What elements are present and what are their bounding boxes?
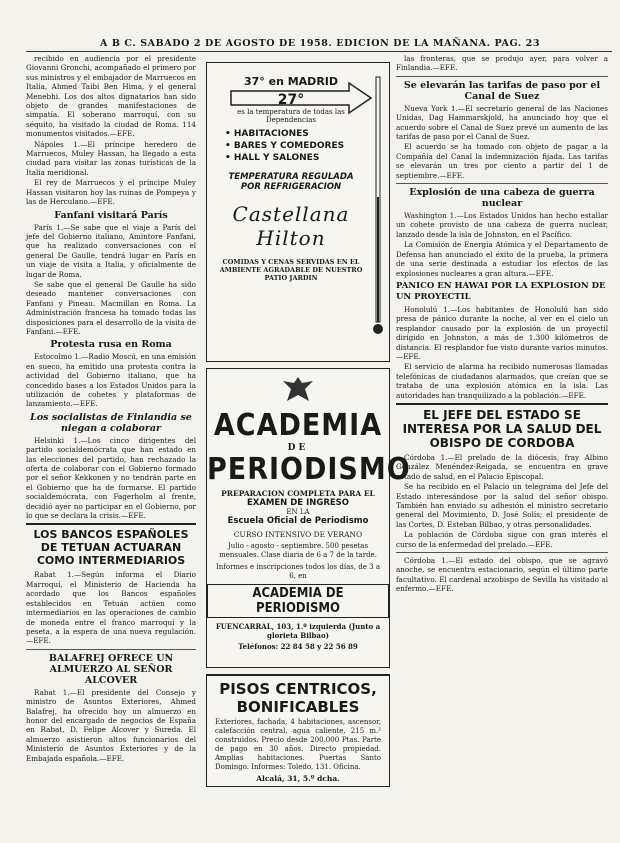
article-paragraph: Córdoba 1.—El prelado de la diócesis, fray Albino González Menéndez-Reigada, se encuentra en grave estado de salud, en el Palacio Episcopal. bbox=[396, 452, 608, 481]
article-headline: PANICO EN HAWAI POR LA EXPLOSION DE UN PROYECTIL bbox=[396, 280, 606, 302]
article-headline: Protesta rusa en Roma bbox=[50, 339, 172, 351]
section-rule bbox=[396, 403, 608, 405]
ad-list-item: • HALL Y SALONES bbox=[225, 153, 320, 163]
ad-text: Julio - agosto - septiembre. 500 pesetas mensuales. Clase diaria de 6 a 7 de la tarde. bbox=[219, 542, 377, 559]
article-paragraph: recibido en audiencia por el presidente Giovanni Gronchi, acompañado el primero por sus ministros y el embajador de Marruecos en Italia, Ahmed Taibi Ben Hima, y el general Menebhi. Los dos altos dignatarios han sido objeto de grandes manifestaciones de simpatía. El soberano marroquí, con su séquito, ha visitado la ciudad de Roma. 114 monumentos visitados.—EFE. bbox=[26, 54, 196, 139]
section-rule bbox=[26, 523, 196, 525]
ad-text: Dependencias bbox=[266, 116, 316, 124]
hotel-name: Hilton bbox=[256, 226, 326, 250]
ad-city-temp: 37° en MADRID bbox=[243, 75, 339, 88]
section-rule bbox=[396, 76, 608, 77]
housing-advertisement bbox=[206, 674, 390, 787]
article-paragraph: El rey de Marruecos y el príncipe Muley Hassan visitaron hoy las ruinas de Pompeya y las de Herculano.—EFE. bbox=[26, 178, 196, 207]
ad-address: Alcalá, 31, 5.º dcha. bbox=[256, 774, 340, 783]
hotel-advertisement bbox=[206, 62, 390, 362]
academy-advertisement bbox=[206, 368, 411, 668]
article-paragraph: La población de Córdoba sigue con gran interés el curso de la enfermedad del prelado.—EFE. bbox=[396, 530, 608, 549]
ad-title: PISOS CENTRICOS, BONIFICABLES bbox=[219, 680, 377, 716]
article-paragraph: Helsinki 1.—Los cinco dirigentes del partido socialdemócrata que han estado en las elecciones del partido, han rechazado la oferta de colaborar con el Gobierno formado por el señor Kekkonen y no tendrán parte en el Gobierno que ha de formarse. El partido socialdemócrata, con Fagerholm al frente, decidió ayer no participar en el Gobierno, por lo que se declara la crisis.—EFE. bbox=[26, 435, 196, 521]
article-paragraph: Nueva York 1.—El secretario general de las Naciones Unidas, Dag Hammarskjold, ha anunciado hoy que el acuerdo sobre el Canal de Suez prevé un aumento de las tarifas de paso por el Canal de Suez. bbox=[396, 103, 608, 142]
article-paragraph: Estocolmo 1.—Radio Moscú, en una emisión en sueco, ha emitido una protesta contra la actividad del Gobierno italiano, que ha concedido bases a los Estados Unidos para la utilización de cohetes y plataformas de lanzamiento.—EFE. bbox=[26, 352, 196, 409]
article-headline: EL JEFE DEL ESTADO SE INTERESA POR LA SALUD DEL OBISPO DE CORDOBA bbox=[402, 407, 602, 450]
article-paragraph: Rabat 1.—Según informa el Diario Marroquí, el Ministerio de Hacienda ha acordado que los Bancos españoles establecidos en Tetuán actúen como intermediarios en las operaciones de cambio de moneda entre el franco marroquí y la peseta, a la espera de una nueva regulación.—EFE. bbox=[26, 570, 196, 646]
ad-footer: COMIDAS Y CENAS SERVIDAS EN EL AMBIENTE AGRADABLE DE NUESTRO PATIO JARDIN bbox=[219, 258, 363, 282]
article-headline: Fanfani visitará París bbox=[54, 209, 168, 221]
article-paragraph: Se sabe que el general De Gaulle ha sido deseado mantener conversaciones con Fanfani y Pineau. Macmillan en Roma. La Administración francesa ha tomado todas las disposiciones para el desarrollo de la visita de Fanfani.—EFE. bbox=[26, 279, 196, 336]
academy-name-box: ACADEMIA DE PERIODISMO bbox=[207, 584, 389, 618]
ad-text: PREPARACION COMPLETA PARA EL bbox=[221, 489, 375, 498]
article-paragraph: Honolulú 1.—Los habitantes de Honolulú han sido presa de pánico durante la noche, al ver en el cielo un resplandor causado por la explosión de un proyectil dirigido en Johnston, a más de 1.300 kilómetros de distancia. El resplandor fue visto durante varios minutos.—EFE. bbox=[396, 304, 608, 361]
hotel-name: Castellana bbox=[232, 202, 350, 226]
article-paragraph: Nápoles 1.—El príncipe heredero de Marruecos, Muley Hassan, ha llegado a esta ciudad para visitar las zonas turísticas de la Italia meridional. bbox=[26, 139, 196, 177]
ad-text: CURSO INTENSIVO DE VERANO bbox=[233, 530, 363, 539]
article-headline: Se elevarán las tarifas de paso por el Canal de Suez bbox=[403, 79, 601, 102]
article-paragraph: las fronteras, que se produjo ayer, para volver a Finlandia.—EFE. bbox=[396, 54, 608, 73]
article-paragraph: París 1.—Se sabe que el viaje a París del jefe del Gobierno italiano, Amintore Fanfani, que ha realizado conversaciones con el general De Gaulle, tendrá lugar en París en un viaje de visita a Italia, y oficialmente de lugar de Roma. bbox=[26, 222, 196, 279]
thermometer-icon bbox=[373, 77, 383, 327]
article-headline: BALAFREJ OFRECE UN ALMUERZO AL SEÑOR ALCOVER bbox=[48, 652, 174, 686]
ad-temperature: 27° bbox=[277, 92, 305, 108]
header-rule bbox=[26, 51, 612, 52]
ad-list-item: • BARES Y COMEDORES bbox=[225, 141, 345, 151]
ad-address: FUENCARRAL, 103, 1.º izquierda (Junto a glorieta Bilbao) bbox=[215, 622, 381, 640]
section-rule bbox=[26, 649, 196, 650]
ad-text: Exteriores, fachada, 4 habitaciones, ascensor, calefacción central, agua caliente, 215 m.² construidos. Precio desde 200.000 Ptas. Parte de pago en 30 años. Directo propiedad. Amplias habitaciones. Puertas Santo Domingo. Informes: Toledo, 131. Oficina. bbox=[215, 718, 381, 771]
ad-text: EXAMEN DE INGRESO bbox=[246, 498, 350, 508]
academy-title: ACADEMIA bbox=[213, 408, 383, 443]
ad-list-item: • HABITACIONES bbox=[225, 129, 309, 139]
academy-title: PERIODISMO bbox=[207, 452, 411, 487]
ad-text: es la temperatura de todas las bbox=[237, 108, 345, 116]
section-rule bbox=[396, 552, 608, 553]
article-headline: Los socialistas de Finlandia se niegan a colaborar bbox=[30, 411, 192, 434]
article-paragraph: El acuerdo se ha tomado con objeto de pagar a la Compañía del Canal la indemnización fijada. Las tarifas se elevarán un tres por ciento a partir del 1 de septiembre.—EFE. bbox=[396, 142, 608, 180]
ad-phone: Teléfonos: 22 84 58 y 22 56 89 bbox=[238, 642, 358, 651]
article-paragraph: Córdoba 1.—El estado del obispo, que se agravó anoche, se encuentra estacionario, según el último parte facultativo. El cardenal arzobispo de Sevilla ha visitado al enfermo.—EFE. bbox=[396, 556, 608, 594]
page-header bbox=[0, 0, 620, 52]
column-right bbox=[396, 54, 608, 834]
running-head: A B C. SABADO 2 DE AGOSTO DE 1958. EDICION DE LA MAÑANA. PAG. 23 bbox=[100, 38, 541, 49]
eagle-emblem-icon bbox=[207, 375, 389, 409]
article-paragraph: Washington 1.—Los Estados Unidos han hecho estallar un cohete provisto de una cabeza de guerra nuclear, lanzado desde la isla de Johnston, en el Pacífico. bbox=[396, 211, 608, 239]
article-paragraph: La Comisión de Energía Atómica y el Departamento de Defensa han anunciado el éxito de la prueba, la primera de una serie destinada a estudiar los efectos de las explosiones nucleares a gran altura.—EFE. bbox=[396, 240, 608, 278]
academy-title: DE bbox=[287, 443, 309, 453]
ad-slogan: TEMPERATURA REGULADA POR REFRIGERACION bbox=[228, 172, 354, 192]
article-headline: LOS BANCOS ESPAÑOLES DE TETUAN ACTUARAN COMO INTERMEDIARIOS bbox=[33, 528, 189, 568]
ad-text: Escuela Oficial de Periodismo bbox=[227, 516, 369, 526]
article-headline: Explosión de una cabeza de guerra nuclear bbox=[409, 187, 595, 210]
ad-text: Informes e inscripciones todos los días, de 3 a 6, en bbox=[215, 563, 380, 580]
section-rule bbox=[396, 183, 608, 184]
ad-text: EN LA bbox=[286, 508, 310, 516]
article-paragraph: Se ha recibido en el Palacio un telegrama del Jefe del Estado interesándose por la salud del señor obispo. También han enviado su adhesión el ministro secretario general del Movimiento, D. José Solís; el presidente de las Cortes, D. Esteban Bilbao, y otras personalidades. bbox=[396, 482, 608, 529]
column-left bbox=[26, 54, 196, 834]
article-paragraph: El servicio de alarma ha recibido numerosas llamadas telefónicas de ciudadanos alarmados, que creían que se trataba de una explosión atómica en la isla. Las autoridades han tranquilizado a la población.—EFE. bbox=[396, 362, 608, 400]
article-paragraph: Rabat 1.—El presidente del Consejo y ministro de Asuntos Exteriores, Ahmed Balafrej, ha ofrecido hoy un almuerzo en honor del encargado de negocios de España en Rabat, D. Felipe Alcover y Sureda. El almuerzo asistieron altos funcionarios del Ministerio de Asuntos Exteriores y de la Embajada española.—EFE. bbox=[26, 687, 196, 763]
arrow-icon bbox=[231, 83, 371, 117]
